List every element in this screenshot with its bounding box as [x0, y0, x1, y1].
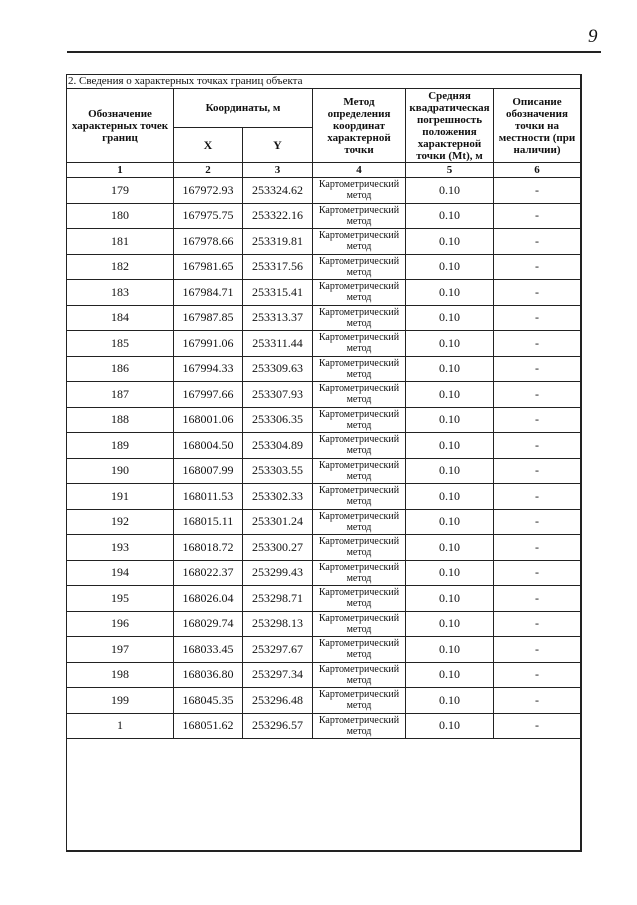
section-title: 2. Сведения о характерных точках границ объекта — [68, 75, 303, 87]
x-coordinate-cell: 167994.33 — [174, 356, 243, 382]
method-cell: Картометрический метод — [313, 688, 406, 714]
table-row — [67, 662, 581, 688]
table-row — [67, 178, 581, 204]
method-cell: Картометрический метод — [313, 484, 406, 510]
y-coordinate-cell: 253302.33 — [243, 484, 313, 510]
y-coordinate-cell: 253319.81 — [243, 229, 313, 255]
method-cell: Картометрический метод — [313, 382, 406, 408]
page-number: 9 — [588, 26, 598, 47]
table-row — [67, 254, 581, 280]
column-number-row — [67, 163, 581, 178]
x-coordinate-cell: 167981.65 — [174, 254, 243, 280]
point-designation-cell: 189 — [67, 433, 174, 459]
point-designation-cell: 1 — [67, 713, 174, 739]
method-cell: Картометрический метод — [313, 203, 406, 229]
table-row — [67, 484, 581, 510]
description-cell: - — [494, 407, 581, 433]
y-coordinate-cell: 253313.37 — [243, 305, 313, 331]
y-coordinate-cell: 253315.41 — [243, 280, 313, 306]
error-cell: 0.10 — [406, 535, 494, 561]
header-x: X — [174, 128, 243, 163]
y-coordinate-cell: 253303.55 — [243, 458, 313, 484]
error-cell: 0.10 — [406, 509, 494, 535]
x-coordinate-cell: 167978.66 — [174, 229, 243, 255]
column-number: 1 — [67, 163, 174, 178]
x-coordinate-cell: 167972.93 — [174, 178, 243, 204]
error-cell: 0.10 — [406, 662, 494, 688]
description-cell: - — [494, 484, 581, 510]
description-cell: - — [494, 662, 581, 688]
table-row — [67, 560, 581, 586]
method-cell: Картометрический метод — [313, 713, 406, 739]
table-row — [67, 688, 581, 714]
x-coordinate-cell: 168051.62 — [174, 713, 243, 739]
y-coordinate-cell: 253296.57 — [243, 713, 313, 739]
y-coordinate-cell: 253300.27 — [243, 535, 313, 561]
description-cell: - — [494, 331, 581, 357]
method-cell: Картометрический метод — [313, 356, 406, 382]
point-designation-cell: 188 — [67, 407, 174, 433]
y-coordinate-cell: 253301.24 — [243, 509, 313, 535]
description-cell: - — [494, 203, 581, 229]
table-row — [67, 509, 581, 535]
method-cell: Картометрический метод — [313, 280, 406, 306]
point-designation-cell: 185 — [67, 331, 174, 357]
point-designation-cell: 192 — [67, 509, 174, 535]
method-cell: Картометрический метод — [313, 509, 406, 535]
y-coordinate-cell: 253309.63 — [243, 356, 313, 382]
error-cell: 0.10 — [406, 280, 494, 306]
x-coordinate-cell: 168022.37 — [174, 560, 243, 586]
x-coordinate-cell: 168004.50 — [174, 433, 243, 459]
error-cell: 0.10 — [406, 203, 494, 229]
y-coordinate-cell: 253298.13 — [243, 611, 313, 637]
point-designation-cell: 195 — [67, 586, 174, 612]
point-designation-cell: 180 — [67, 203, 174, 229]
method-cell: Картометрический метод — [313, 178, 406, 204]
description-cell: - — [494, 535, 581, 561]
y-coordinate-cell: 253324.62 — [243, 178, 313, 204]
method-cell: Картометрический метод — [313, 611, 406, 637]
header-rule — [67, 51, 601, 53]
description-cell: - — [494, 433, 581, 459]
description-cell: - — [494, 586, 581, 612]
description-cell: - — [494, 509, 581, 535]
error-cell: 0.10 — [406, 254, 494, 280]
error-cell: 0.10 — [406, 484, 494, 510]
y-coordinate-cell: 253306.35 — [243, 407, 313, 433]
x-coordinate-cell: 168045.35 — [174, 688, 243, 714]
y-coordinate-cell: 253296.48 — [243, 688, 313, 714]
table-row — [67, 586, 581, 612]
y-coordinate-cell: 253311.44 — [243, 331, 313, 357]
x-coordinate-cell: 167984.71 — [174, 280, 243, 306]
method-cell: Картометрический метод — [313, 662, 406, 688]
y-coordinate-cell: 253322.16 — [243, 203, 313, 229]
error-cell: 0.10 — [406, 713, 494, 739]
x-coordinate-cell: 167987.85 — [174, 305, 243, 331]
table-row — [67, 280, 581, 306]
error-cell: 0.10 — [406, 331, 494, 357]
x-coordinate-cell: 167991.06 — [174, 331, 243, 357]
error-cell: 0.10 — [406, 586, 494, 612]
table-row — [67, 356, 581, 382]
point-designation-cell: 182 — [67, 254, 174, 280]
error-cell: 0.10 — [406, 178, 494, 204]
y-coordinate-cell: 253299.43 — [243, 560, 313, 586]
error-cell: 0.10 — [406, 688, 494, 714]
method-cell: Картометрический метод — [313, 229, 406, 255]
point-designation-cell: 183 — [67, 280, 174, 306]
table-row — [67, 203, 581, 229]
column-number: 3 — [243, 163, 313, 178]
table-row — [67, 407, 581, 433]
table-row — [67, 535, 581, 561]
error-cell: 0.10 — [406, 433, 494, 459]
method-cell: Картометрический метод — [313, 535, 406, 561]
x-coordinate-cell: 168029.74 — [174, 611, 243, 637]
error-cell: 0.10 — [406, 382, 494, 408]
method-cell: Картометрический метод — [313, 254, 406, 280]
description-cell: - — [494, 611, 581, 637]
description-cell: - — [494, 229, 581, 255]
column-number: 4 — [313, 163, 406, 178]
point-designation-cell: 197 — [67, 637, 174, 663]
column-number: 5 — [406, 163, 494, 178]
description-cell: - — [494, 356, 581, 382]
description-cell: - — [494, 560, 581, 586]
x-coordinate-cell: 168001.06 — [174, 407, 243, 433]
header-point-designation: Обозначение характерных точек границ — [67, 89, 174, 163]
y-coordinate-cell: 253307.93 — [243, 382, 313, 408]
table-row — [67, 382, 581, 408]
table-row — [67, 611, 581, 637]
x-coordinate-cell: 168007.99 — [174, 458, 243, 484]
x-coordinate-cell: 168036.80 — [174, 662, 243, 688]
error-cell: 0.10 — [406, 305, 494, 331]
error-cell: 0.10 — [406, 229, 494, 255]
x-coordinate-cell: 168033.45 — [174, 637, 243, 663]
boundary-points-table — [66, 88, 581, 739]
description-cell: - — [494, 637, 581, 663]
point-designation-cell: 184 — [67, 305, 174, 331]
point-designation-cell: 186 — [67, 356, 174, 382]
point-designation-cell: 187 — [67, 382, 174, 408]
y-coordinate-cell: 253304.89 — [243, 433, 313, 459]
x-coordinate-cell: 168011.53 — [174, 484, 243, 510]
header-coordinates: Координаты, м — [174, 89, 313, 128]
error-cell: 0.10 — [406, 637, 494, 663]
x-coordinate-cell: 168026.04 — [174, 586, 243, 612]
x-coordinate-cell: 167975.75 — [174, 203, 243, 229]
method-cell: Картометрический метод — [313, 560, 406, 586]
point-designation-cell: 199 — [67, 688, 174, 714]
method-cell: Картометрический метод — [313, 458, 406, 484]
error-cell: 0.10 — [406, 356, 494, 382]
description-cell: - — [494, 254, 581, 280]
header-mean-square-error: Средняя квадратическая погрешность положения характерной точки (Mt), м — [406, 89, 494, 163]
point-designation-cell: 193 — [67, 535, 174, 561]
x-coordinate-cell: 167997.66 — [174, 382, 243, 408]
y-coordinate-cell: 253317.56 — [243, 254, 313, 280]
description-cell: - — [494, 713, 581, 739]
error-cell: 0.10 — [406, 458, 494, 484]
table-row — [67, 305, 581, 331]
y-coordinate-cell: 253297.67 — [243, 637, 313, 663]
method-cell: Картометрический метод — [313, 305, 406, 331]
method-cell: Картометрический метод — [313, 637, 406, 663]
column-number: 6 — [494, 163, 581, 178]
error-cell: 0.10 — [406, 560, 494, 586]
method-cell: Картометрический метод — [313, 433, 406, 459]
header-method: Метод определения координат характерной точки — [313, 89, 406, 163]
y-coordinate-cell: 253297.34 — [243, 662, 313, 688]
point-designation-cell: 191 — [67, 484, 174, 510]
table-row — [67, 713, 581, 739]
method-cell: Картометрический метод — [313, 407, 406, 433]
table-row — [67, 637, 581, 663]
description-cell: - — [494, 305, 581, 331]
description-cell: - — [494, 382, 581, 408]
header-y: Y — [243, 128, 313, 163]
y-coordinate-cell: 253298.71 — [243, 586, 313, 612]
point-designation-cell: 194 — [67, 560, 174, 586]
x-coordinate-cell: 168015.11 — [174, 509, 243, 535]
point-designation-cell: 179 — [67, 178, 174, 204]
description-cell: - — [494, 280, 581, 306]
header-description: Описание обозначения точки на местности (при наличии) — [494, 89, 581, 163]
x-coordinate-cell: 168018.72 — [174, 535, 243, 561]
table-row — [67, 433, 581, 459]
error-cell: 0.10 — [406, 611, 494, 637]
point-designation-cell: 190 — [67, 458, 174, 484]
description-cell: - — [494, 178, 581, 204]
description-cell: - — [494, 458, 581, 484]
method-cell: Картометрический метод — [313, 331, 406, 357]
method-cell: Картометрический метод — [313, 586, 406, 612]
point-designation-cell: 198 — [67, 662, 174, 688]
table-row — [67, 458, 581, 484]
table-row — [67, 331, 581, 357]
table-row — [67, 229, 581, 255]
error-cell: 0.10 — [406, 407, 494, 433]
point-designation-cell: 196 — [67, 611, 174, 637]
description-cell: - — [494, 688, 581, 714]
column-number: 2 — [174, 163, 243, 178]
point-designation-cell: 181 — [67, 229, 174, 255]
